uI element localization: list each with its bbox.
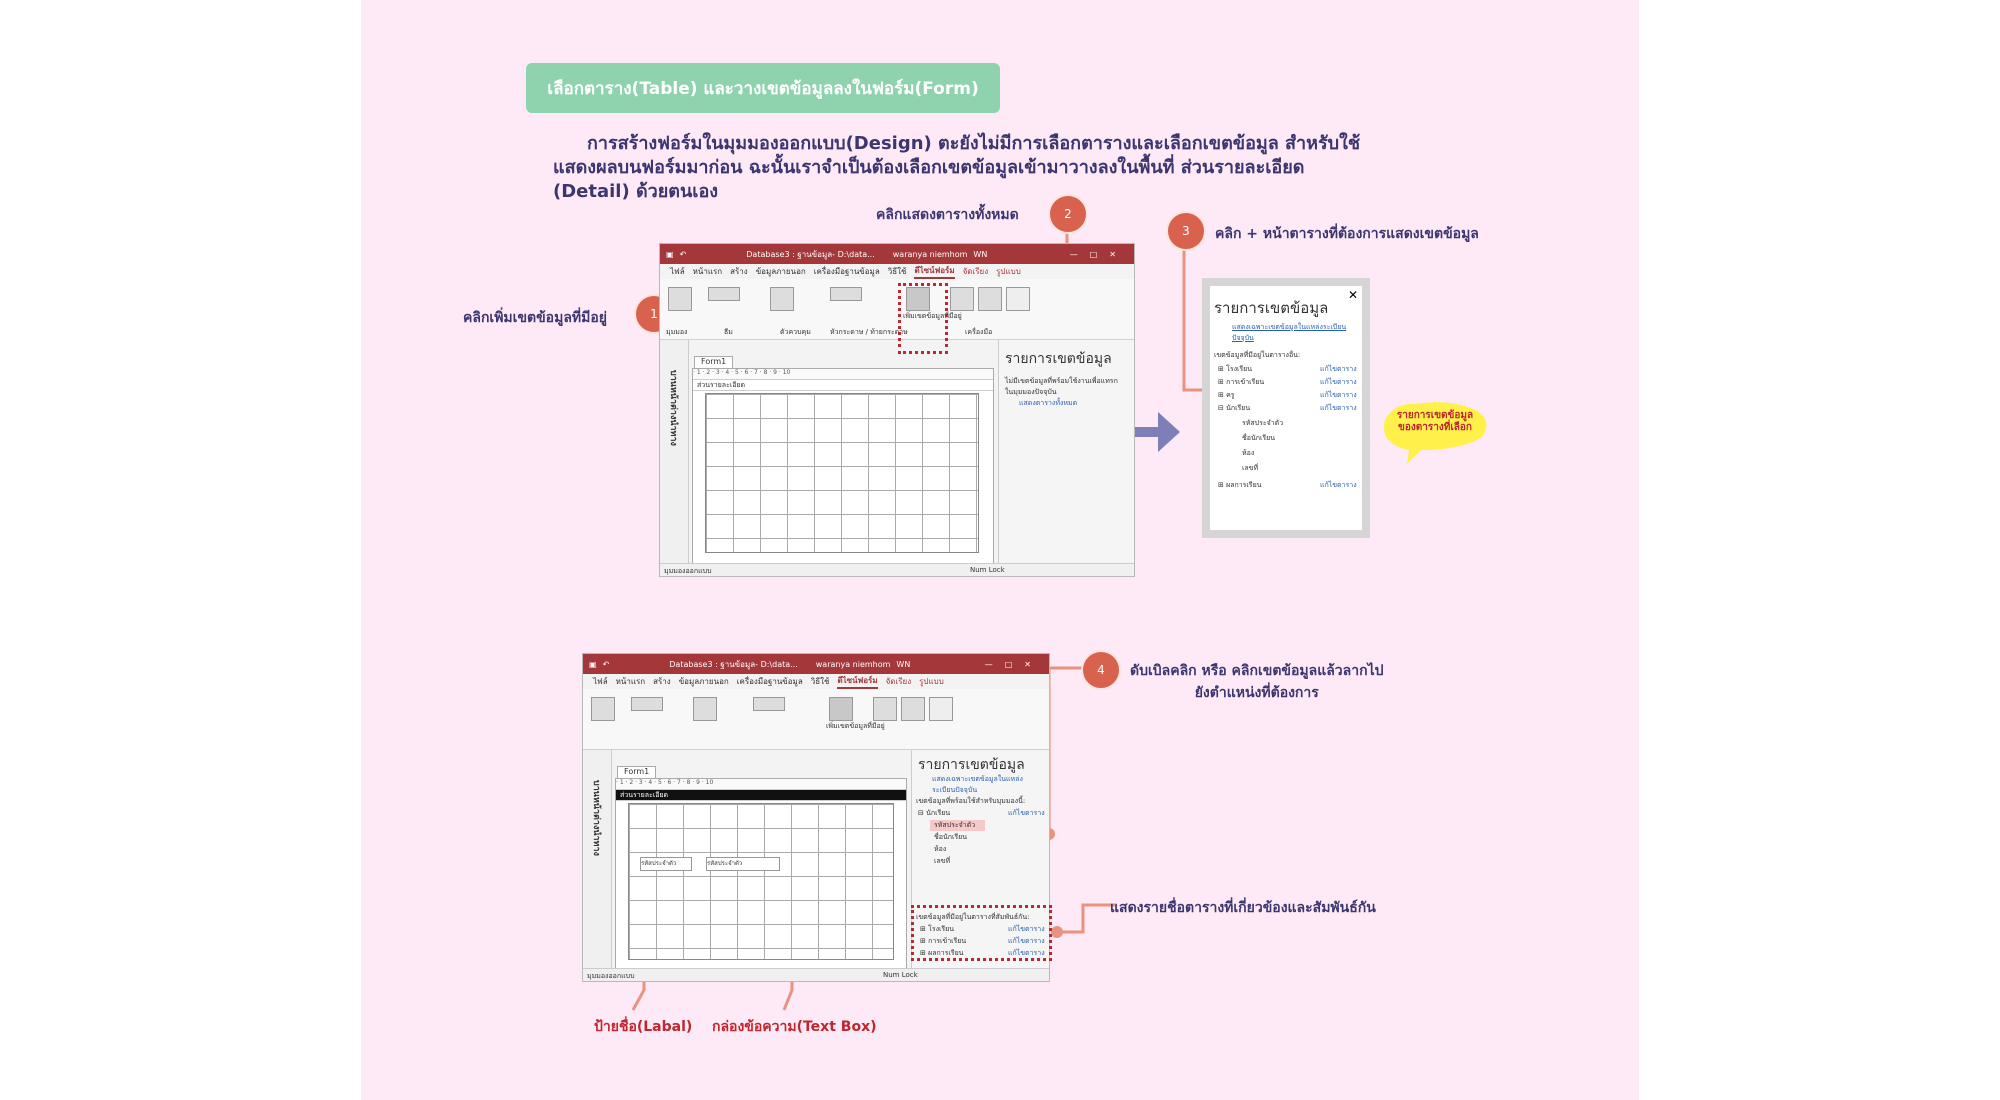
related-edit-attendance[interactable]: แก้ไขตาราง [1008, 937, 1045, 945]
tab-create-2[interactable]: สร้าง [653, 677, 671, 686]
step-1-badge: 1 [634, 294, 674, 334]
ribbon [660, 279, 1134, 340]
tab-external-data-2[interactable]: ข้อมูลภายนอก [678, 677, 729, 686]
save-icon-2[interactable]: ▣ [589, 659, 597, 669]
field-student-name[interactable]: ชื่อนักเรียน [1242, 434, 1276, 442]
window-title-2: Database3 : ฐานข้อมูล- D:\data... [669, 659, 798, 669]
tab-file[interactable]: ไฟล์ [670, 267, 685, 276]
status-numlock: Num Lock [970, 566, 1005, 574]
tab-help-2[interactable]: วิธีใช้ [810, 677, 830, 686]
convert-button-2[interactable] [929, 697, 953, 721]
save-icon[interactable]: ▣ [666, 249, 674, 259]
field-list-pane-small [998, 340, 1135, 564]
related-edit-results[interactable]: แก้ไขตาราง [1008, 949, 1045, 957]
undo-icon[interactable]: ↶ [679, 249, 687, 259]
group-tools: เครื่องมือ [965, 328, 993, 336]
textbox-control[interactable]: รหัสประจำตัว [706, 857, 780, 871]
bubble-line1: รายการเขตข้อมูล [1396, 410, 1474, 421]
detail-grid[interactable] [705, 393, 979, 553]
table-results[interactable]: ⊞ ผลการเรียน [1218, 481, 1262, 489]
edit-table-student-2[interactable]: แก้ไขตาราง [1008, 809, 1045, 817]
form1-tab-2[interactable]: Form1 [617, 766, 656, 779]
undo-icon-2[interactable]: ↶ [602, 659, 610, 669]
detail-grid-2[interactable] [628, 803, 894, 960]
section-badge: เลือกตาราง(Table) และวางเขตข้อมูลลงในฟอร์ม(Form) [526, 63, 1000, 113]
window-controls-2[interactable]: —□✕ [984, 659, 1043, 669]
bubble-line2: ของตารางที่เลือก [1398, 422, 1472, 433]
add-existing-fields-label-2: เพิ่มเขตข้อมูลที่มีอยู่ [826, 722, 885, 730]
title-bar [660, 244, 1134, 264]
tab-file-2[interactable]: ไฟล์ [593, 677, 608, 686]
table-student-2[interactable]: ⊟ นักเรียน [918, 809, 951, 817]
group-views: มุมมอง [666, 328, 688, 336]
label-control[interactable]: รหัสประจำตัว [640, 857, 692, 871]
table-attendance[interactable]: ⊞ การเข้าเรียน [1218, 378, 1265, 386]
field-list-bubble [1385, 410, 1485, 434]
navigation-pane-label: บานหน้าต่างนำทาง [668, 370, 678, 446]
related-dot [1051, 926, 1063, 938]
tab-order-button[interactable] [978, 287, 1002, 311]
table-teacher[interactable]: ⊞ ครู [1218, 391, 1235, 399]
navigation-pane[interactable] [660, 340, 689, 564]
field-number[interactable]: เลขที่ [1242, 464, 1259, 472]
table-school[interactable]: ⊞ โรงเรียน [1218, 365, 1253, 373]
horizontal-ruler-2: · 1 · 2 · 3 · 4 · 5 · 6 · 7 · 8 · 9 · 10 [616, 779, 906, 790]
tab-create[interactable]: สร้าง [730, 267, 748, 276]
intro-line-3: (Detail) ด้วยตนเอง [553, 181, 719, 202]
form1-tab[interactable]: Form1 [694, 356, 733, 369]
tab-help[interactable]: วิธีใช้ [887, 267, 907, 276]
controls-button-2[interactable] [693, 697, 717, 721]
intro-line-1: การสร้างฟอร์มในมุมมองออกแบบ(Design) ตะยังไม่มีการเลือกตารางและเลือกเขตข้อมูล สำหรับใช้ [587, 133, 1361, 154]
step-2-badge: 2 [1048, 194, 1088, 234]
tab-arrange[interactable]: จัดเรียง [962, 267, 989, 276]
tab-format-2[interactable]: รูปแบบ [919, 677, 944, 686]
table-student-name: นักเรียน [1226, 404, 1251, 412]
other-tables-heading: เขตข้อมูลที่มีอยู่ในตารางอื่น: [1214, 351, 1301, 359]
tab-database-tools[interactable]: เครื่องมือฐานข้อมูล [813, 267, 880, 276]
ribbon-tabs-2 [583, 674, 1049, 689]
step-4-label [1130, 660, 1384, 704]
related-table-results-name: ผลการเรียน [928, 949, 964, 957]
field-room-2[interactable]: ห้อง [934, 845, 947, 853]
table-student[interactable]: ⊟ นักเรียน [1218, 404, 1251, 412]
detail-section-bar[interactable]: ส่วนรายละเอียด [693, 380, 993, 391]
related-tables-heading: เขตข้อมูลที่มีอยู่ในตารางที่สัมพันธ์กัน: [916, 913, 1030, 921]
user-initials-2: WN [896, 659, 911, 669]
convert-button[interactable] [1006, 287, 1030, 311]
field-room[interactable]: ห้อง [1242, 449, 1255, 457]
field-list-panel [1210, 286, 1362, 530]
add-existing-fields-label: เพิ่มเขตข้อมูลที่มีอยู่ [903, 312, 962, 320]
horizontal-ruler: · 1 · 2 · 3 · 4 · 5 · 6 · 7 · 8 · 9 · 10 [693, 369, 993, 380]
status-bar [660, 563, 1134, 576]
status-view: มุมมองออกแบบ [664, 567, 712, 575]
related-table-school[interactable]: ⊞ โรงเรียน [920, 925, 955, 933]
tab-form-design-2[interactable]: ดีไซน์ฟอร์ม [837, 674, 877, 689]
themes-button-2[interactable] [631, 697, 663, 711]
controls-button[interactable] [770, 287, 794, 311]
tab-home[interactable]: หน้าแรก [692, 267, 723, 276]
header-footer-button[interactable] [830, 287, 862, 301]
table-teacher-name: ครู [1226, 391, 1235, 399]
panel-title: รายการเขตข้อมูล [1214, 299, 1329, 317]
tab-home-2[interactable]: หน้าแรก [615, 677, 646, 686]
form-design-area [692, 368, 994, 565]
field-student-id[interactable]: รหัสประจำตัว [1242, 419, 1284, 427]
tab-form-design[interactable]: ดีไซน์ฟอร์ม [914, 264, 954, 279]
navigation-pane-2[interactable] [583, 750, 612, 969]
title-bar-2 [583, 654, 1049, 674]
status-view-2: มุมมองออกแบบ [587, 972, 635, 980]
close-icon[interactable]: ✕ [1347, 288, 1358, 302]
field-list-title-2: รายการเขตข้อมูล [918, 757, 1025, 773]
tab-format[interactable]: รูปแบบ [996, 267, 1021, 276]
highlight-related-tables [911, 905, 1052, 961]
related-callout-line [1057, 905, 1089, 932]
table-school-name: โรงเรียน [1226, 365, 1253, 373]
related-table-attendance[interactable]: ⊞ การเข้าเรียน [920, 937, 967, 945]
step-1-label: คลิกเพิ่มเขตข้อมูลที่มีอยู่ [463, 310, 607, 326]
tab-database-tools-2[interactable]: เครื่องมือฐานข้อมูล [736, 677, 803, 686]
related-edit-school[interactable]: แก้ไขตาราง [1008, 925, 1045, 933]
highlight-add-fields [898, 283, 948, 354]
ribbon-tabs [660, 264, 1134, 279]
step-3-label: คลิก + หน้าตารางที่ต้องการแสดงเขตข้อมูล [1215, 226, 1479, 242]
group-header-footer: หัวกระดาษ / ท้ายกระดาษ [830, 328, 908, 336]
show-current-source-link[interactable]: แสดงเฉพาะเขตข้อมูลในแหล่งระเบียนปัจจุบัน [1232, 323, 1347, 342]
tab-arrange-2[interactable]: จัดเรียง [885, 677, 912, 686]
field-number-2[interactable]: เลขที่ [934, 857, 951, 865]
status-numlock-2: Num Lock [883, 971, 918, 979]
step-2-label: คลิกแสดงตารางทั้งหมด [876, 207, 1019, 223]
related-tables-callout: แสดงรายชื่อตารางที่เกี่ยวข้องและสัมพันธ์กัน [1110, 900, 1376, 916]
property-sheet-button-2[interactable] [873, 697, 897, 721]
show-current-source-link-2[interactable]: แสดงเฉพาะเขตข้อมูลในแหล่งระเบียนปัจจุบัน [932, 775, 1023, 794]
field-student-id-2[interactable]: รหัสประจำตัว [930, 820, 985, 831]
field-list-note: ไม่มีเขตข้อมูลที่พร้อมใช้งานเพื่อแทรกในมุมมองปัจจุบัน [1005, 377, 1118, 396]
field-list-panel-frame [1202, 278, 1370, 538]
tab-order-button-2[interactable] [901, 697, 925, 721]
detail-section-bar-2[interactable]: ส่วนรายละเอียด [616, 790, 906, 801]
edit-table-teacher[interactable]: แก้ไขตาราง [1320, 391, 1357, 399]
table-student-2-name: นักเรียน [926, 809, 951, 817]
step-3-badge: 3 [1166, 211, 1206, 251]
user-name: waranya niemhom [892, 249, 968, 259]
header-footer-button-2[interactable] [753, 697, 785, 711]
fields-for-view-heading: เขตข้อมูลที่พร้อมใช้สำหรับมุมมองนี้: [916, 797, 1026, 805]
edit-table-school[interactable]: แก้ไขตาราง [1320, 365, 1357, 373]
property-sheet-button[interactable] [950, 287, 974, 311]
themes-button[interactable] [708, 287, 740, 301]
table-attendance-name: การเข้าเรียน [1226, 378, 1265, 386]
textbox-callout: กล่องข้อความ(Text Box) [712, 1019, 877, 1035]
navigation-pane-label-2: บานหน้าต่างนำทาง [591, 780, 601, 856]
window-title: Database3 : ฐานข้อมูล- D:\data... [746, 249, 875, 259]
view-button-2[interactable] [591, 697, 615, 721]
field-list-title: รายการเขตข้อมูล [1005, 351, 1112, 367]
view-button[interactable] [668, 287, 692, 311]
edit-table-student[interactable]: แก้ไขตาราง [1320, 404, 1357, 412]
tab-external-data[interactable]: ข้อมูลภายนอก [755, 267, 806, 276]
edit-table-results[interactable]: แก้ไขตาราง [1320, 481, 1357, 489]
related-table-school-name: โรงเรียน [928, 925, 955, 933]
step-4-label-line2: ยังตำแหน่งที่ต้องการ [1194, 685, 1319, 701]
access-window-1 [659, 243, 1135, 577]
intro-line-2: แสดงผลบนฟอร์มมาก่อน ฉะนั้นเราจำเป็นต้องเลือกเขตข้อมูลเข้ามาวางลงในพื้นที่ ส่วนรายละเอียด [553, 157, 1305, 178]
add-existing-fields-button-2[interactable] [829, 697, 853, 721]
table-results-name: ผลการเรียน [1226, 481, 1262, 489]
label-callout: ป้ายชื่อ(Labal) [594, 1019, 693, 1035]
related-table-results[interactable]: ⊞ ผลการเรียน [920, 949, 964, 957]
edit-table-attendance[interactable]: แก้ไขตาราง [1320, 378, 1357, 386]
group-controls: ตัวควบคุม [780, 328, 811, 336]
related-table-attendance-name: การเข้าเรียน [928, 937, 967, 945]
field-student-name-2[interactable]: ชื่อนักเรียน [934, 833, 968, 841]
arrow-head [1158, 412, 1180, 452]
window-controls[interactable]: —□✕ [1069, 249, 1128, 259]
status-bar-2 [583, 968, 1049, 981]
step4-line [1049, 668, 1096, 834]
step-4-badge: 4 [1081, 650, 1121, 690]
step-4-label-line1: ดับเบิลคลิก หรือ คลิกเขตข้อมูลแล้วลากไป [1130, 663, 1384, 679]
user-initials: WN [973, 249, 988, 259]
show-all-tables-link[interactable]: แสดงตารางทั้งหมด [1019, 399, 1078, 407]
form-design-area-2 [615, 778, 907, 970]
group-themes: ธีม [724, 328, 733, 336]
user-name-2: waranya niemhom [815, 659, 891, 669]
ribbon-2 [583, 689, 1049, 750]
